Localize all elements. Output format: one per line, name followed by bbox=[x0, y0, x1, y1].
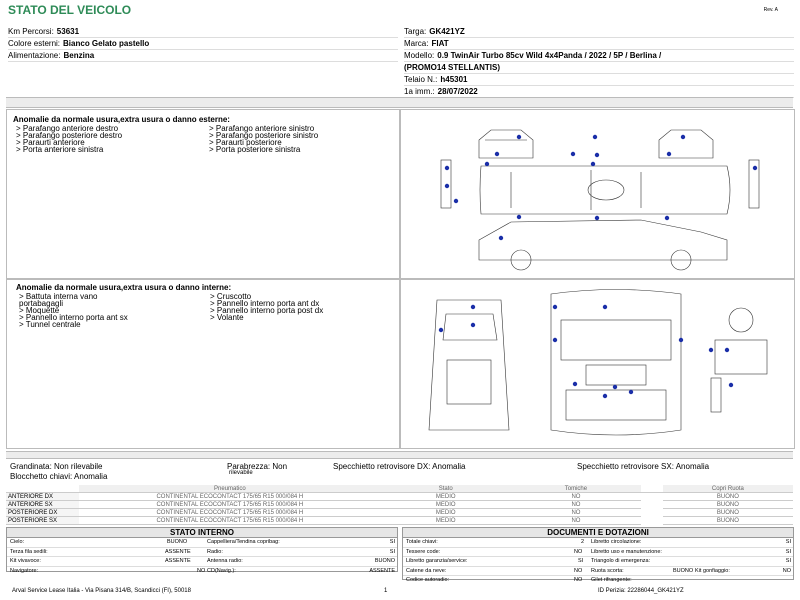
status-spec-sx: Specchietto retrovisore SX: Anomalia bbox=[577, 462, 710, 471]
tyre-table bbox=[6, 485, 793, 525]
status-parabrezza-text: Parabrezza: Non bbox=[227, 462, 288, 471]
row-value: SI bbox=[785, 548, 791, 555]
modello-value-2: (PROMO14 STELLANTIS) bbox=[404, 63, 501, 72]
row-value: NO bbox=[574, 577, 583, 583]
list-item: > Porta posteriore sinistra bbox=[209, 145, 301, 154]
row-label: Radio: bbox=[207, 548, 223, 555]
list-item: > Tunnel centrale bbox=[19, 320, 81, 329]
tyre-copri: BUONO bbox=[663, 517, 793, 525]
table-row bbox=[403, 557, 793, 567]
list-item: > Parafango posteriore destro bbox=[16, 131, 123, 140]
table-row bbox=[6, 517, 793, 525]
alim-value: Benzina bbox=[63, 51, 95, 60]
footer-id: ID Perizia: 22286044_GK421YZ bbox=[598, 588, 684, 594]
table-row bbox=[403, 548, 793, 558]
interne-left-list bbox=[19, 293, 128, 328]
row-label: Triangolo di emergenza: bbox=[591, 558, 651, 564]
row-label: Tessere code: bbox=[406, 548, 441, 555]
telaio-label: Telaio N.: bbox=[404, 75, 438, 84]
row-label: Codice autoradio: bbox=[406, 577, 450, 583]
list-item: > Parafango anteriore destro bbox=[16, 124, 119, 133]
table-row bbox=[7, 567, 397, 576]
esterne-left-list bbox=[16, 125, 122, 153]
list-item: portabagagli bbox=[19, 299, 64, 308]
row-value: SI bbox=[389, 548, 395, 555]
status-parabrezza-text-2: rilevabile bbox=[229, 470, 253, 476]
table-row bbox=[6, 501, 793, 509]
interne-right-list bbox=[210, 293, 323, 321]
status-parabrezza bbox=[227, 462, 287, 475]
list-item: > Battuta interna vano bbox=[19, 292, 98, 301]
esterne-right-list bbox=[209, 125, 318, 153]
tyre-pos: POSTERIORE SX bbox=[6, 517, 79, 525]
row-value: ASSENTE bbox=[165, 548, 191, 555]
stato-interno-box bbox=[6, 527, 398, 572]
marca-label: Marca: bbox=[404, 39, 429, 48]
documenti-title: DOCUMENTI E DOTAZIONI bbox=[403, 528, 793, 538]
interne-panel bbox=[6, 279, 400, 449]
list-item: > Paraurti posteriore bbox=[209, 138, 282, 147]
tyre-copri: BUONO bbox=[663, 493, 793, 501]
list-item: > Cruscotto bbox=[210, 292, 252, 301]
col-tomiche: Tomiche bbox=[511, 485, 641, 493]
list-item: > Paraurti anteriore bbox=[16, 138, 85, 147]
list-item: > Moquette bbox=[19, 306, 60, 315]
col-stato: Stato bbox=[381, 485, 511, 493]
row-value: SI bbox=[389, 539, 395, 545]
colore-value: Bianco Gelato pastello bbox=[63, 39, 150, 48]
status-blocchetto: Blocchetto chiavi: Anomalia bbox=[10, 472, 108, 481]
tyre-copri: BUONO bbox=[663, 509, 793, 517]
row-label: Libretto garanzia/service: bbox=[406, 558, 468, 564]
row-label: Kit vivavoce: bbox=[10, 558, 41, 564]
imm-value: 28/07/2022 bbox=[437, 87, 478, 96]
row-label: Kit gonfiaggio: bbox=[695, 567, 730, 574]
row-value: SI bbox=[785, 558, 791, 564]
row-value: BUONO bbox=[673, 567, 694, 574]
row-label: Cappelliera/Tendina copribag: bbox=[207, 539, 280, 545]
vehicle-left-info bbox=[8, 26, 398, 62]
row-value: NO bbox=[782, 567, 791, 574]
tyre-desc: CONTINENTAL ECOCONTACT 175/65 R15 000/084 H bbox=[79, 509, 381, 517]
table-row bbox=[403, 576, 793, 585]
section-divider bbox=[6, 97, 793, 108]
row-value: SI bbox=[785, 539, 791, 545]
col-copri: Copri Ruota bbox=[663, 485, 793, 493]
car-interior-diagram-icon bbox=[400, 279, 795, 449]
tyre-tom: NO bbox=[511, 501, 641, 509]
row-label: Totale chiavi: bbox=[406, 539, 438, 545]
list-item: > Pannello interno porta ant sx bbox=[19, 313, 128, 322]
tyre-desc: CONTINENTAL ECOCONTACT 175/65 R15 000/084 H bbox=[79, 493, 381, 501]
row-value: NO bbox=[574, 567, 583, 574]
table-row bbox=[6, 509, 793, 517]
table-row bbox=[6, 493, 793, 501]
tyre-pos: ANTERIORE SX bbox=[6, 501, 79, 509]
modello-value: 0.9 TwinAir Turbo 85cv Wild 4x4Panda / 2022 / 5P / Berlina / bbox=[437, 51, 662, 60]
telaio-value: h45301 bbox=[440, 75, 468, 84]
row-label: CD(Navig.): bbox=[207, 567, 236, 574]
damage-markers bbox=[445, 135, 757, 240]
row-value: BUONO bbox=[167, 539, 188, 545]
list-item: > Parafango anteriore sinistro bbox=[209, 124, 315, 133]
esterne-panel bbox=[6, 109, 400, 279]
row-label: Libretto circolazione: bbox=[591, 539, 642, 545]
status-grandinata: Grandinata: Non rilevabile bbox=[10, 462, 103, 471]
tyre-tom: NO bbox=[511, 509, 641, 517]
tyre-desc: CONTINENTAL ECOCONTACT 175/65 R15 000/084 H bbox=[79, 517, 381, 525]
list-item: > Porta anteriore sinistra bbox=[16, 145, 104, 154]
table-row bbox=[403, 567, 793, 577]
table-row bbox=[7, 548, 397, 558]
row-value: NO bbox=[197, 567, 206, 574]
tyre-copri: BUONO bbox=[663, 501, 793, 509]
footer-page: 1 bbox=[384, 588, 388, 594]
tyre-pos: POSTERIORE DX bbox=[6, 509, 79, 517]
tyre-stato: MEDIO bbox=[381, 509, 511, 517]
row-value: SI bbox=[578, 558, 584, 564]
section-divider bbox=[6, 451, 793, 459]
alim-label: Alimentazione: bbox=[8, 51, 61, 60]
footer-address: Arval Service Lease Italia - Via Pisana 314/B, Scandicci (FI), 50018 bbox=[12, 588, 191, 594]
row-value: ASSENTE bbox=[369, 567, 395, 574]
row-value: 2 bbox=[581, 539, 585, 545]
marca-value: FIAT bbox=[431, 39, 449, 48]
tyre-tom: NO bbox=[511, 517, 641, 525]
interne-title: Anomalie da normale usura,extra usura o danno interne: bbox=[16, 283, 232, 292]
col-pneumatico: Pneumatico bbox=[79, 485, 381, 493]
modello-label: Modello: bbox=[404, 51, 435, 60]
list-item: > Volante bbox=[210, 313, 244, 322]
list-item: > Pannello interno porta post dx bbox=[210, 306, 324, 315]
row-label: Catene da neve: bbox=[406, 567, 447, 574]
car-exterior-diagram-icon bbox=[400, 109, 795, 279]
status-spec-dx: Specchietto retrovisore DX: Anomalia bbox=[333, 462, 466, 471]
colore-label: Colore esterni: bbox=[8, 39, 61, 48]
documenti-box bbox=[402, 527, 794, 583]
row-label: Navigatore: bbox=[10, 567, 39, 574]
tyre-stato: MEDIO bbox=[381, 493, 511, 501]
targa-value: GK421YZ bbox=[429, 27, 465, 36]
targa-label: Targa: bbox=[404, 27, 427, 36]
list-item: > Parafango posteriore sinistro bbox=[209, 131, 319, 140]
page-title: STATO DEL VEICOLO bbox=[8, 3, 132, 17]
tyre-stato: MEDIO bbox=[381, 517, 511, 525]
tyre-tom: NO bbox=[511, 493, 641, 501]
tyre-pos: ANTERIORE DX bbox=[6, 493, 79, 501]
km-label: Km Percorsi: bbox=[8, 27, 54, 36]
row-label: Antenna radio: bbox=[207, 558, 243, 564]
table-row bbox=[7, 538, 397, 548]
tyre-stato: MEDIO bbox=[381, 501, 511, 509]
table-row bbox=[7, 557, 397, 567]
revision: Rev. A bbox=[763, 7, 778, 13]
row-value: ASSENTE bbox=[165, 558, 191, 564]
tyre-desc: CONTINENTAL ECOCONTACT 175/65 R15 000/084 H bbox=[79, 501, 381, 509]
row-label: Gilet rifrangente: bbox=[591, 577, 632, 583]
table-row bbox=[403, 538, 793, 548]
row-label: Terza fila sedili: bbox=[10, 548, 48, 555]
vehicle-right-info bbox=[404, 26, 794, 98]
km-value: 53631 bbox=[56, 27, 80, 36]
esterne-title: Anomalie da normale usura,extra usura o danno esterne: bbox=[13, 115, 230, 124]
row-label: Ruota scorta: bbox=[591, 567, 624, 574]
row-value: NO bbox=[574, 548, 583, 555]
list-item: > Pannello interno porta ant dx bbox=[210, 299, 320, 308]
imm-label: 1a imm.: bbox=[404, 87, 435, 96]
row-label: Libretto uso e manutenzione: bbox=[591, 548, 662, 555]
stato-interno-title: STATO INTERNO bbox=[7, 528, 397, 538]
row-label: Cielo: bbox=[10, 539, 25, 545]
row-value: BUONO bbox=[374, 558, 395, 564]
